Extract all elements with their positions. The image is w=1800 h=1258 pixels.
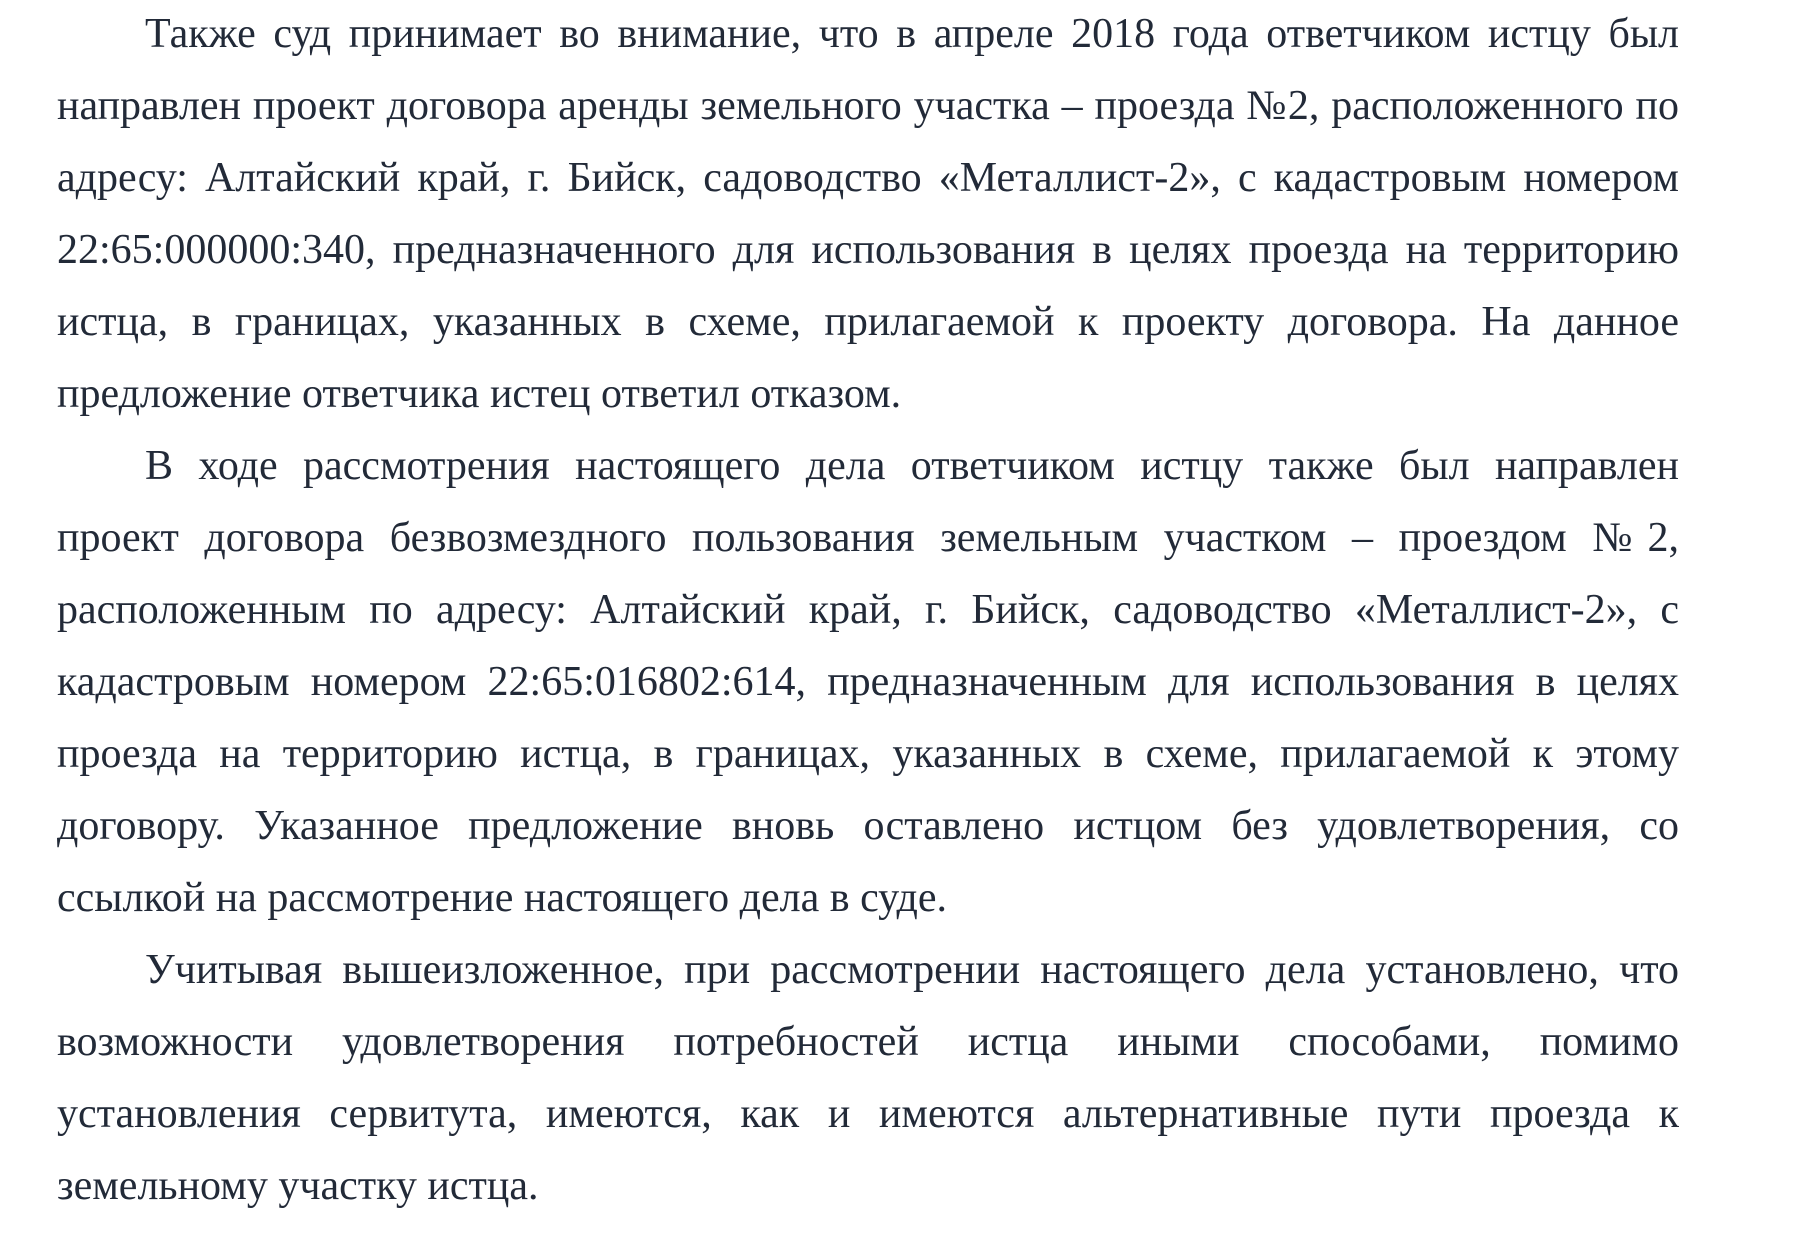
text-line: возможности удовлетворения потребностей истца иными способами, помимо	[57, 1019, 1679, 1065]
text-line: 22:65:000000:340, предназначенного для использования в целях проезда на территорию	[57, 227, 1679, 273]
text-line: направлен проект договора аренды земельного участка – проезда №2, расположенного по	[57, 83, 1679, 129]
text-line: проезда на территорию истца, в границах, указанных в схеме, прилагаемой к этому	[57, 731, 1679, 777]
text-line: проект договора безвозмездного пользования земельным участком – проездом №2,	[57, 515, 1679, 561]
text-line: земельному участку истца.	[57, 1163, 539, 1209]
text-line: адресу: Алтайский край, г. Бийск, садоводство «Металлист-2», с кадастровым номером	[57, 155, 1679, 201]
text-line: Учитывая вышеизложенное, при рассмотрении настоящего дела установлено, что	[145, 947, 1679, 993]
paragraph	[57, 430, 1679, 934]
text-line: В ходе рассмотрения настоящего дела ответчиком истцу также был направлен	[145, 443, 1679, 489]
paragraph	[57, 934, 1679, 1222]
text-line: расположенным по адресу: Алтайский край, г. Бийск, садоводство «Металлист-2», с	[57, 587, 1679, 633]
text-line: ссылкой на рассмотрение настоящего дела в суде.	[57, 875, 948, 921]
text-line: предложение ответчика истец ответил отказом.	[57, 371, 902, 417]
text-line: Также суд принимает во внимание, что в апреле 2018 года ответчиком истцу был	[145, 11, 1679, 57]
text-line: установления сервитута, имеются, как и имеются альтернативные пути проезда к	[57, 1091, 1679, 1137]
text-line: договору. Указанное предложение вновь оставлено истцом без удовлетворения, со	[57, 803, 1679, 849]
paragraph	[57, 0, 1679, 430]
text-line: истца, в границах, указанных в схеме, прилагаемой к проекту договора. На данное	[57, 299, 1679, 345]
text-line: кадастровым номером 22:65:016802:614, предназначенным для использования в целях	[57, 659, 1679, 705]
document-text	[57, 0, 1679, 1222]
